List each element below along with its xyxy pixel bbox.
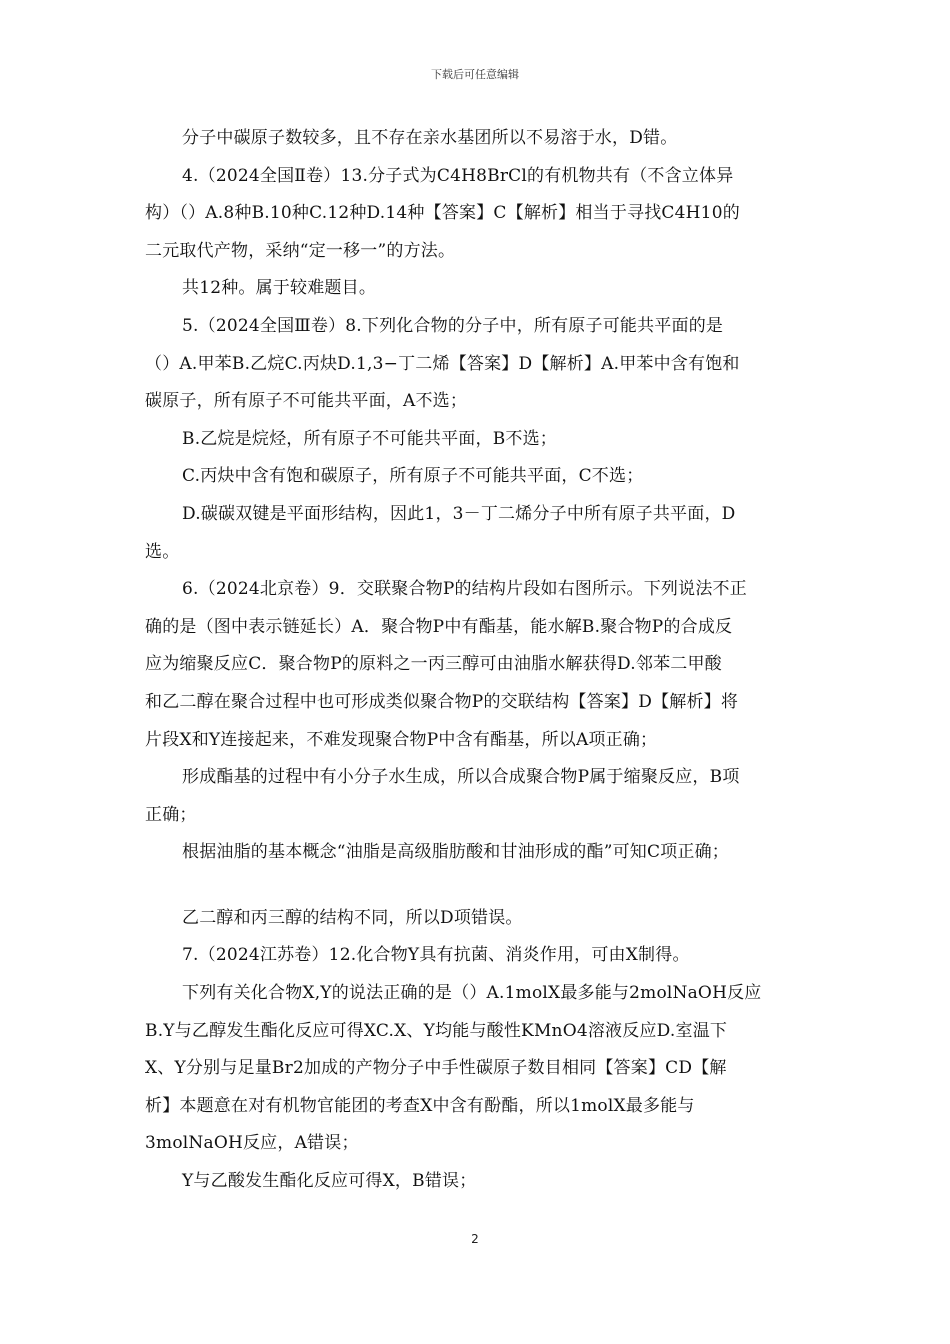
text-line: 根据油脂的基本概念“油脂是高级脂肪酸和甘油形成的酯”可知C项正确； <box>182 842 729 863</box>
text-line: C.丙炔中含有饱和碳原子，所有原子不可能共平面，C不选； <box>182 466 644 487</box>
text-line: 片段X和Y连接起来，不难发现聚合物P中含有酯基，所以A项正确； <box>145 729 658 750</box>
text-line: B.Y与乙醇发生酯化反应可得XC.X、Y均能与酸性KMnO4溶液反应D.室温下 <box>145 1020 728 1041</box>
page-header: 下载后可任意编辑 <box>431 68 519 81</box>
text-line: 正确； <box>145 804 197 825</box>
document-body <box>145 120 810 1201</box>
text-line: 确的是（图中表示链延长）A．聚合物P中有酯基，能水解B.聚合物P的合成反 <box>145 616 733 637</box>
text-line: 形成酯基的过程中有小分子水生成，所以合成聚合物P属于缩聚反应，B项 <box>182 767 740 788</box>
text-line: 和乙二醇在聚合过程中也可形成类似聚合物P的交联结构【答案】D【解析】将 <box>145 691 739 712</box>
paragraph-gap <box>145 872 810 900</box>
text-line: 分子中碳原子数较多，且不存在亲水基团所以不易溶于水，D错。 <box>182 128 678 148</box>
text-line: 构）（）A.8种B.10种C.12种D.14种【答案】C【解析】相当于寻找C4H10的 <box>145 203 740 224</box>
text-line: 碳原子，所有原子不可能共平面，A不选； <box>145 391 468 412</box>
text-line: 3molNaOH反应，A错误； <box>145 1133 359 1154</box>
text-line: 析】本题意在对有机物官能团的考查X中含有酚酯，所以1molX最多能与 <box>145 1095 695 1116</box>
text-line: 应为缩聚反应C．聚合物P的原料之一丙三醇可由油脂水解获得D.邻苯二甲酸 <box>145 654 722 675</box>
question-7: 7.（2024江苏卷）12.化合物Y具有抗菌、消炎作用，可由X制得。 <box>182 945 690 966</box>
text-line: 乙二醇和丙三醇的结构不同，所以D项错误。 <box>182 907 523 928</box>
question-5: 5.（2024全国Ⅲ卷）8.下列化合物的分子中，所有原子可能共平面的是 <box>182 315 724 336</box>
text-line: B.乙烷是烷烃，所有原子不可能共平面，B不选； <box>182 428 557 449</box>
page-number: 2 <box>471 1232 479 1246</box>
text-line: 选。 <box>145 541 180 562</box>
text-line: X、Y分别与足量Br2加成的产物分子中手性碳原子数目相同【答案】CD【解 <box>145 1058 727 1079</box>
text-line: D.碳碳双键是平面形结构，因此1，3－丁二烯分子中所有原子共平面，D <box>182 503 736 524</box>
question-4: 4.（2024全国Ⅱ卷）13.分子式为C4H8BrCl的有机物共有（不含立体异 <box>182 165 734 186</box>
text-line: 下列有关化合物X,Y的说法正确的是（）A.1molX最多能与2molNaOH反应 <box>182 983 762 1004</box>
text-line: 共12种。属于较难题目。 <box>182 278 377 299</box>
text-line: Y与乙酸发生酯化反应可得X，B错误； <box>182 1171 477 1192</box>
question-6: 6.（2024北京卷）9．交联聚合物P的结构片段如右图所示。下列说法不正 <box>182 579 747 600</box>
text-line: 二元取代产物，采纳“定一移一”的方法。 <box>145 240 456 261</box>
text-line: （）A.甲苯B.乙烷C.丙炔D.1,3−丁二烯【答案】D【解析】A.甲苯中含有饱和 <box>145 353 740 374</box>
